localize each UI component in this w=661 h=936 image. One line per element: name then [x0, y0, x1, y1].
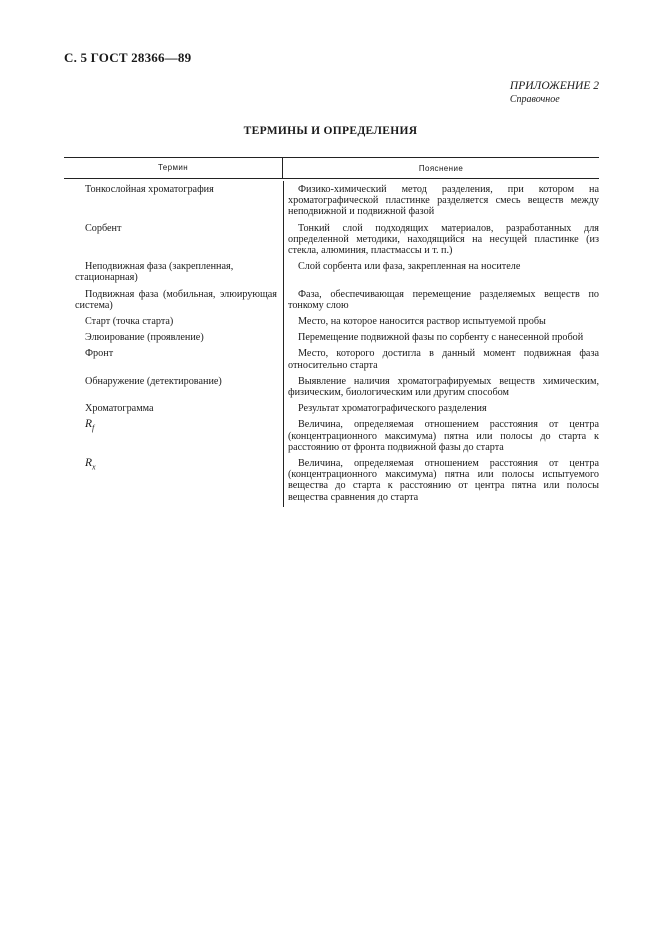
- explanation-cell: Физико-химический метод разделения, при котором на хроматографической пластинке разделяется смесь веществ между неподвижной и подвижной фазой: [288, 184, 599, 218]
- explanation-cell: Место, на которое наносится раствор испытуемой пробы: [298, 316, 546, 328]
- explanation-cell: Слой сорбента или фаза, закрепленная на носителе: [298, 261, 521, 273]
- term-cell: Обнаружение (детектирование): [85, 375, 222, 387]
- explanation-cell: Перемещение подвижной фазы по сорбенту с нанесенной пробой: [298, 332, 584, 344]
- term-cell: Тонкослойная хроматография: [85, 184, 214, 195]
- table-row: [64, 313, 599, 329]
- explanation-cell: Результат хроматографического разделения: [298, 403, 487, 415]
- explanation-cell: Величина, определяемая отношением расстояния от центра (концентрационного максимума) пятна или полосы испытуемого вещества до старта к расстоянию от центра пятна или полосы вещества сравнения до старта: [288, 458, 599, 503]
- terms-table: [64, 157, 599, 505]
- table-row: [64, 286, 599, 313]
- table-row: [64, 416, 599, 455]
- table-row: [64, 258, 599, 285]
- column-header-term: Термин: [64, 158, 283, 178]
- table-row: [64, 329, 599, 345]
- term-cell: Фронт: [85, 348, 114, 360]
- term-cell: Старт (точка старта): [85, 316, 174, 328]
- table-header: [64, 157, 599, 179]
- page-header: С. 5 ГОСТ 28366—89: [64, 50, 192, 65]
- table-body: [64, 181, 599, 505]
- table-row: [64, 220, 599, 259]
- table-row: [64, 345, 599, 372]
- rf-symbol: $R_f$: [85, 418, 95, 433]
- table-row: [64, 400, 599, 416]
- explanation-cell: Тонкий слой подходящих материалов, разработанных для определенной методики, находящийся на несущей пластинке (из стекла, алюминия, пластмассы и т. п.): [288, 222, 599, 257]
- column-header-explanation: Пояснение: [418, 163, 464, 173]
- term-cell: Сорбент: [85, 222, 122, 234]
- term-cell: Подвижная фаза (мобильная, элюирующая система): [75, 288, 277, 311]
- appendix-label: [510, 80, 599, 106]
- explanation-cell: Фаза, обеспечивающая перемещение разделяемых веществ по тонкому слою: [288, 288, 599, 311]
- term-cell: Хроматограмма: [85, 403, 154, 415]
- page-title: ТЕРМИНЫ И ОПРЕДЕЛЕНИЯ: [243, 125, 418, 137]
- explanation-cell: Выявление наличия хроматографируемых веществ химическим, физическим, биологическим или другим способом: [288, 375, 599, 399]
- term-cell: [64, 455, 283, 505]
- table-row: [64, 373, 599, 400]
- appendix-number: ПРИЛОЖЕНИЕ 2: [509, 80, 599, 92]
- table-row: [64, 181, 599, 220]
- term-cell: [64, 416, 283, 455]
- appendix-type: Справочное: [509, 94, 560, 105]
- rx-symbol: $R_x$: [85, 457, 96, 472]
- term-cell: Неподвижная фаза (закрепленная, стационарная): [75, 261, 234, 284]
- explanation-cell: Величина, определяемая отношением расстояния от центра (концентрационного максимума) пятна или полосы до старта к расстоянию от фронта подвижной фазы до старта: [288, 419, 599, 453]
- term-cell: Элюирование (проявление): [85, 332, 204, 344]
- explanation-cell: Место, которого достигла в данный момент подвижная фаза относительно старта: [288, 348, 599, 371]
- table-row: [64, 455, 599, 505]
